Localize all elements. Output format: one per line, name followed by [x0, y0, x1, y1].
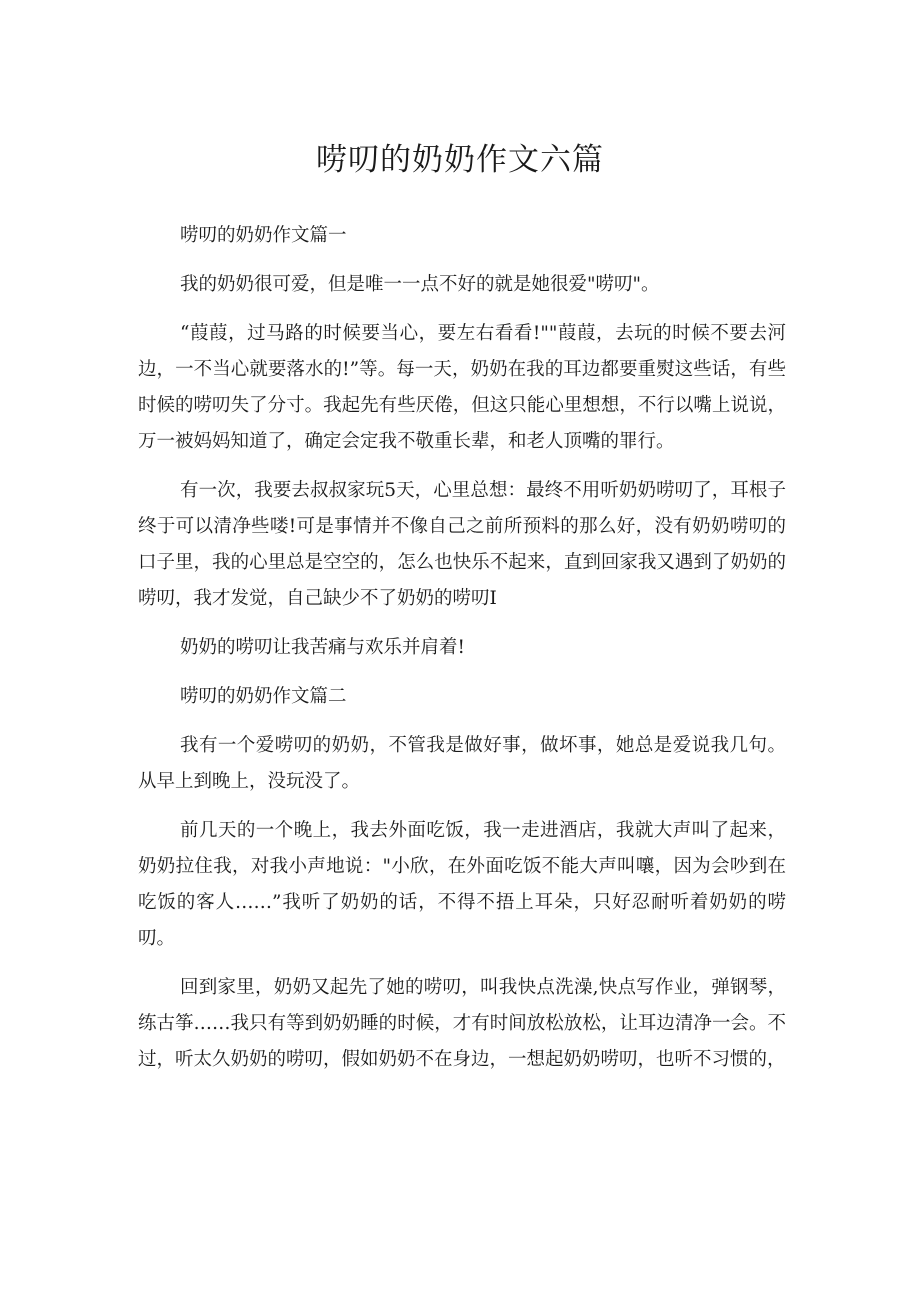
paragraph: 前几天的一个晚上，我去外面吃饭，我一走进酒店，我就大声叫了起来，奶奶拉住我，对我小声地说："小欣，在外面吃饭不能大声叫嚷，因为会吵到在吃饭的客人……”我听了奶奶的话，不得不捂上耳朵，只好忍耐听着奶奶的唠叨。 [138, 820, 786, 949]
paragraph: 有一次，我要去叔叔家玩5天，心里总想：最终不用听奶奶唠叨了，耳根子终于可以清净些喽!可是事情并不像自己之前所预料的那么好，没有奶奶唠叨的口子里，我的心里总是空空的，怎么也快乐不起来，直到回家我又遇到了奶奶的唠叨，我才发觉，自己缺少不了奶奶的唠叨I [138, 480, 786, 609]
paragraph: 我有一个爱唠叨的奶奶，不管我是做好事，做坏事，她总是爱说我几句。从早上到晚上，没玩没了。 [138, 735, 786, 792]
document-title: 唠叨的奶奶作文六篇 [316, 142, 604, 178]
paragraph: 回到家里，奶奶又起先了她的唠叨，叫我快点洗澡,快点写作业，弹钢琴，练古筝……我只有等到奶奶睡的时候，才有时间放松放松，让耳边清净一会。不过，听太久奶奶的唠叨，假如奶奶不在身边，一想起奶奶唠叨，也听不习惯的， [138, 977, 786, 1070]
heading-essay-one: 唠叨的奶奶作文篇一 [180, 225, 347, 246]
document-body [138, 218, 786, 1078]
paragraph: 奶奶的唠叨让我苦痛与欢乐并肩着! [180, 637, 465, 658]
paragraph: 我的奶奶很可爱，但是唯一一点不好的就是她很爱"唠叨"。 [180, 274, 660, 295]
paragraph: “葭葭，过马路的时候要当心，要左右看看!""葭葭，去玩的时候不要去河边，一不当心就要落水的!”等。每一天，奶奶在我的耳边都要重熨这些话，有些时候的唠叨失了分寸。我起先有些厌倦，但这只能心里想想，不行以嘴上说说，万一被妈妈知道了，确定会定我不敬重长辈，和老人顶嘴的罪行。 [138, 323, 786, 452]
heading-essay-two: 唠叨的奶奶作文篇二 [180, 686, 347, 707]
